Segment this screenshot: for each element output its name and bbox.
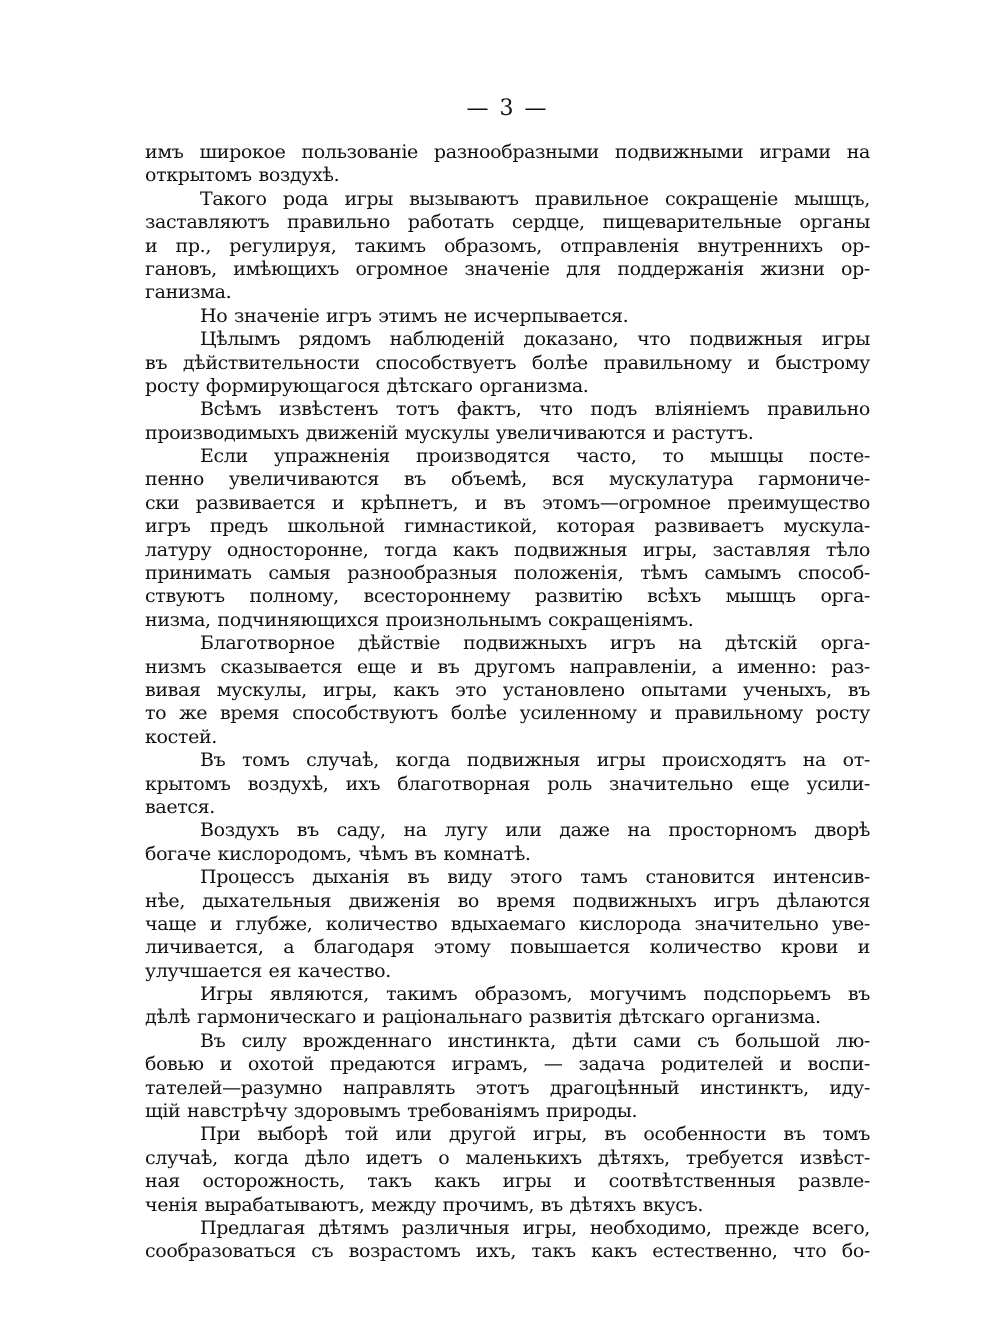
text-line: принимать самыя разнообразныя положенія, тѣмъ самымъ способ- [145, 562, 870, 585]
paragraph [145, 749, 870, 819]
book-page [145, 93, 870, 1293]
text-line: Въ томъ случаѣ, когда подвижныя игры происходятъ на от- [200, 749, 870, 772]
text-line: крытомъ воздухѣ, ихъ благотворная роль значительно еще усили- [145, 772, 870, 795]
text-line: открытомъ воздухѣ. [145, 164, 340, 187]
text-line: щій навстрѣчу здоровымъ требованіямъ природы. [145, 1100, 638, 1123]
text-line: вается. [145, 795, 215, 818]
paragraph [145, 632, 870, 749]
paragraph [145, 188, 870, 305]
text-line: имъ широкое пользованіе разнообразными подвижными играми на [145, 141, 870, 163]
paragraph [145, 328, 870, 398]
paragraph [145, 983, 870, 1030]
text-line: тателей—разумно направлять этотъ драгоцѣнный инстинктъ, иду- [145, 1076, 870, 1099]
text-line: заставляютъ правильно работать сердце, пищеварительные органы [145, 211, 870, 234]
text-line: ная осторожность, такъ какъ игры и соотвѣтственныя развле- [145, 1170, 870, 1193]
paragraph [145, 398, 870, 445]
body-text [145, 141, 870, 1264]
paragraph [145, 305, 870, 328]
text-line: дѣлѣ гармоническаго и раціональнаго развитія дѣтскаго организма. [145, 1006, 821, 1029]
text-line: и пр., регулируя, такимъ образомъ, отправленія внутреннихъ ор- [145, 234, 870, 257]
paragraph [145, 1217, 870, 1264]
text-line: росту формирующагося дѣтскаго организма. [145, 374, 589, 397]
text-line: личивается, а благодаря этому повышается количество крови и [145, 936, 870, 959]
text-line: сообразоваться съ возрастомъ ихъ, такъ какъ естественно, что бо- [145, 1240, 870, 1263]
text-line: чаще и глубже, количество вдыхаемаго кислорода значительно уве- [145, 912, 870, 935]
text-line: костей. [145, 725, 217, 748]
text-line: ченія вырабатываютъ, между прочимъ, въ дѣтяхъ вкусъ. [145, 1193, 704, 1216]
text-line: Процессъ дыханія въ виду этого тамъ становится интенсив- [200, 866, 870, 889]
text-line: Благотворное дѣйствіе подвижныхъ игръ на дѣтскій орга- [200, 632, 870, 655]
paragraph [145, 141, 870, 188]
text-line: низмъ сказывается еще и въ другомъ направленіи, а именно: раз- [145, 655, 870, 678]
paragraph [145, 445, 870, 632]
text-line: улучшается ея качество. [145, 959, 391, 982]
text-line: Цѣлымъ рядомъ наблюденій доказано, что подвижныя игры [200, 328, 870, 351]
text-line: вивая мускулы, игры, какъ это установлено опытами ученыхъ, въ [145, 678, 870, 701]
text-line: Такого рода игры вызываютъ правильное сокращеніе мышцъ, [200, 187, 870, 210]
text-line: латуру односторонне, тогда какъ подвижныя игры, заставляя тѣло [145, 538, 870, 561]
text-line: Въ силу врожденнаго инстинкта, дѣти сами съ большой лю- [200, 1029, 870, 1052]
page-number: — 3 — [466, 96, 549, 121]
text-line: то же время способствуютъ болѣе усиленному и правильному росту [145, 702, 870, 725]
text-line: Предлагая дѣтямъ различныя игры, необходимо, прежде всего, [200, 1216, 870, 1239]
paragraph [145, 1030, 870, 1124]
text-line: въ дѣйствительности способствуетъ болѣе правильному и быстрому [145, 351, 870, 374]
text-line: случаѣ, когда дѣло идетъ о маленькихъ дѣтяхъ, требуется извѣст- [145, 1146, 870, 1169]
text-line: Воздухъ въ саду, на лугу или даже на просторномъ дворѣ [200, 819, 870, 842]
text-line: Игры являются, такимъ образомъ, могучимъ подспорьемъ въ [200, 983, 870, 1006]
text-line: пенно увеличиваются въ объемѣ, вся мускулатура гармониче- [145, 468, 870, 491]
text-line: производимыхъ движеній мускулы увеличиваются и растутъ. [145, 421, 754, 444]
paragraph [145, 1123, 870, 1217]
text-line: Всѣмъ извѣстенъ тотъ фактъ, что подъ вліяніемъ правильно [200, 398, 870, 421]
text-line: Но значеніе игръ этимъ не исчерпывается. [200, 304, 629, 327]
text-line: низма, подчиняющихся произнольнымъ сокращеніямъ. [145, 608, 694, 631]
paragraph [145, 866, 870, 983]
text-line: нѣе, дыхательныя движенія во время подвижныхъ игръ дѣлаются [145, 889, 870, 912]
text-line: гановъ, имѣющихъ огромное значеніе для поддержанія жизни ор- [145, 257, 870, 280]
text-line: игръ предъ школьной гимнастикой, которая развиваетъ мускула- [145, 515, 870, 538]
paragraph [145, 819, 870, 866]
text-line: ганизма. [145, 281, 232, 304]
text-line: ски развивается и крѣпнетъ, и въ этомъ—огромное преимущество [145, 491, 870, 514]
text-line: При выборѣ той или другой игры, въ особенности въ томъ [200, 1123, 870, 1146]
text-line: бовью и охотой предаются играмъ, — задача родителей и воспи- [145, 1053, 870, 1076]
text-line: Если упражненія производятся часто, то мышцы посте- [200, 445, 870, 468]
text-line: богаче кислородомъ, чѣмъ въ комнатѣ. [145, 842, 531, 865]
text-line: ствуютъ полному, всестороннему развитію всѣхъ мышцъ орга- [145, 585, 870, 608]
